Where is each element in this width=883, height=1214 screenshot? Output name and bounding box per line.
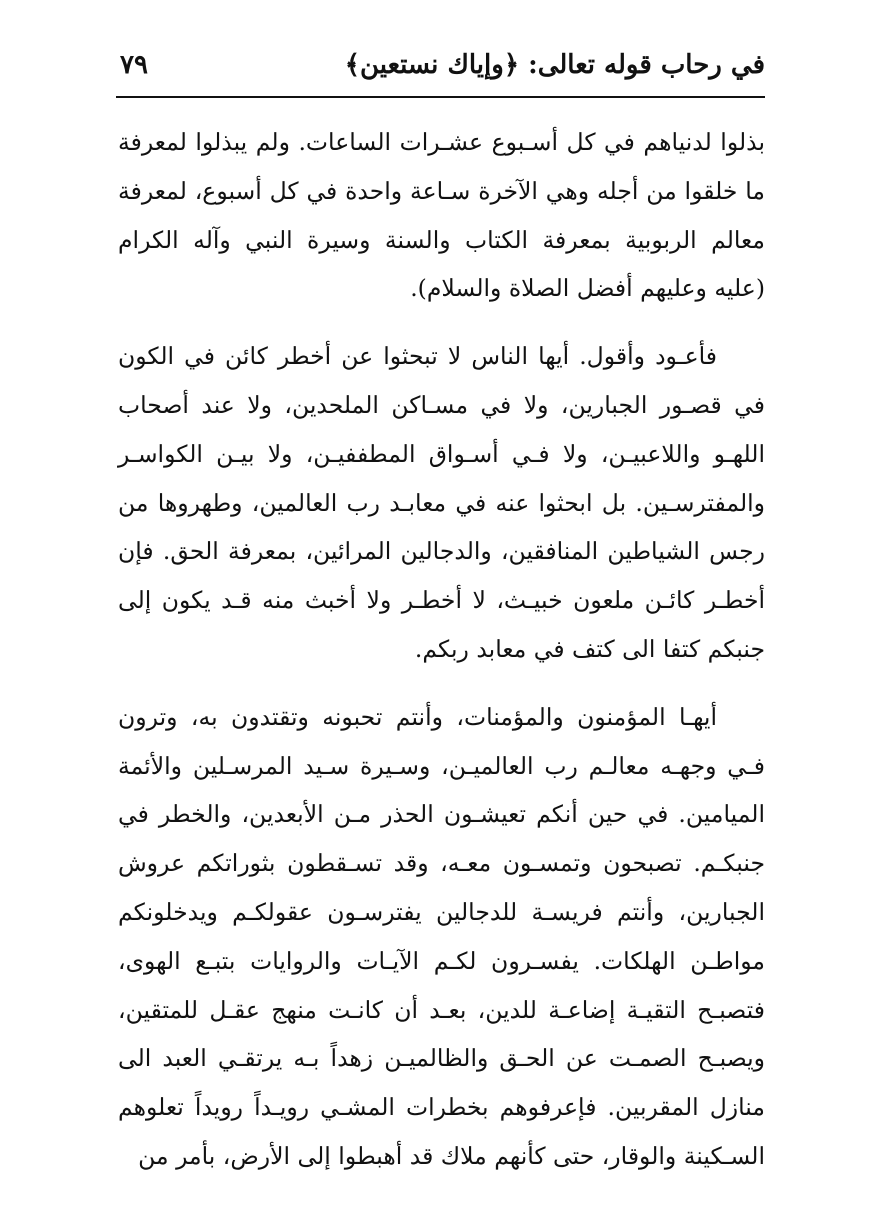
running-title: في رحاب قوله تعالى: ﴿وإياك نستعين﴾ — [344, 50, 765, 80]
paragraph-1: بذلوا لدنياهم في كل أسـبوع عشـرات الساعات. ولم يبذلوا لمعرفة ما خلقوا من أجله وهي الآخرة سـاعة واحدة في كل أسبوع، لمعرفة معالم الربوبية بمعرفة الكتاب والسنة وسيرة النبي وآله الكرام (عليه وعليهم أفضل الصلاة والسلام). — [118, 128, 765, 303]
body-text — [118, 118, 765, 1200]
page-header — [116, 40, 765, 92]
paragraph-3: أيهـا المؤمنون والمؤمنات، وأنتم تحبونه وتقتدون به، وترون فـي وجهـه معالـم رب العالميـن، وسـيرة سـيد المرسـلين والأئمة الميامين. في حين أنكم تعيشـون الحذر مـن الأبعدين، والخطر في جنبكـم. تصبحون وتمسـون معـه، وقد تسـقطون بثوراتكم عروش الجبارين، وأنتم فريسـة للدجالين يفترسـون عقولكـم ويدخلونكم مواطـن الهلكات. يفسـرون لكـم الآيـات والروايات بتبـع الهوى، فتصبـح التقيـة إضاعـة للدين، بعـد أن كانـت منهج عقـل للمتقين، ويصبـح الصمـت عن الحـق والظالميـن زهداً بـه يرتقـي العبد الى منازل المقربين. فإعرفوهم بخطرات المشـي رويـداً رويداً تعلوهم السـكينة والوقار، حتى كأنهم ملاك قد أهبطوا إلى الأرض، بأمر من — [118, 702, 765, 1170]
paragraph-2: فأعـود وأقول. أيها الناس لا تبحثوا عن أخطر كائن في الكون في قصـور الجبارين، ولا في مسـاكن الملحدين، ولا عند أصحاب اللهـو واللاعبيـن، ولا فـي أسـواق المطففيـن، ولا بيـن الكواسـر والمفترسـين. بل ابحثوا عنه في معابـد رب العالمين، وطهروها من رجس الشياطين المنافقين، والدجالين المرائين، بمعرفة الحق. فإن أخطـر كائـن ملعون خبيـث، لا أخطـر ولا أخبث منه قـد يكون إلى جنبكم كتفا الى كتف في معابد ربكم. — [118, 342, 765, 663]
page-number: ٧٩ — [120, 50, 148, 80]
header-divider — [116, 96, 765, 98]
